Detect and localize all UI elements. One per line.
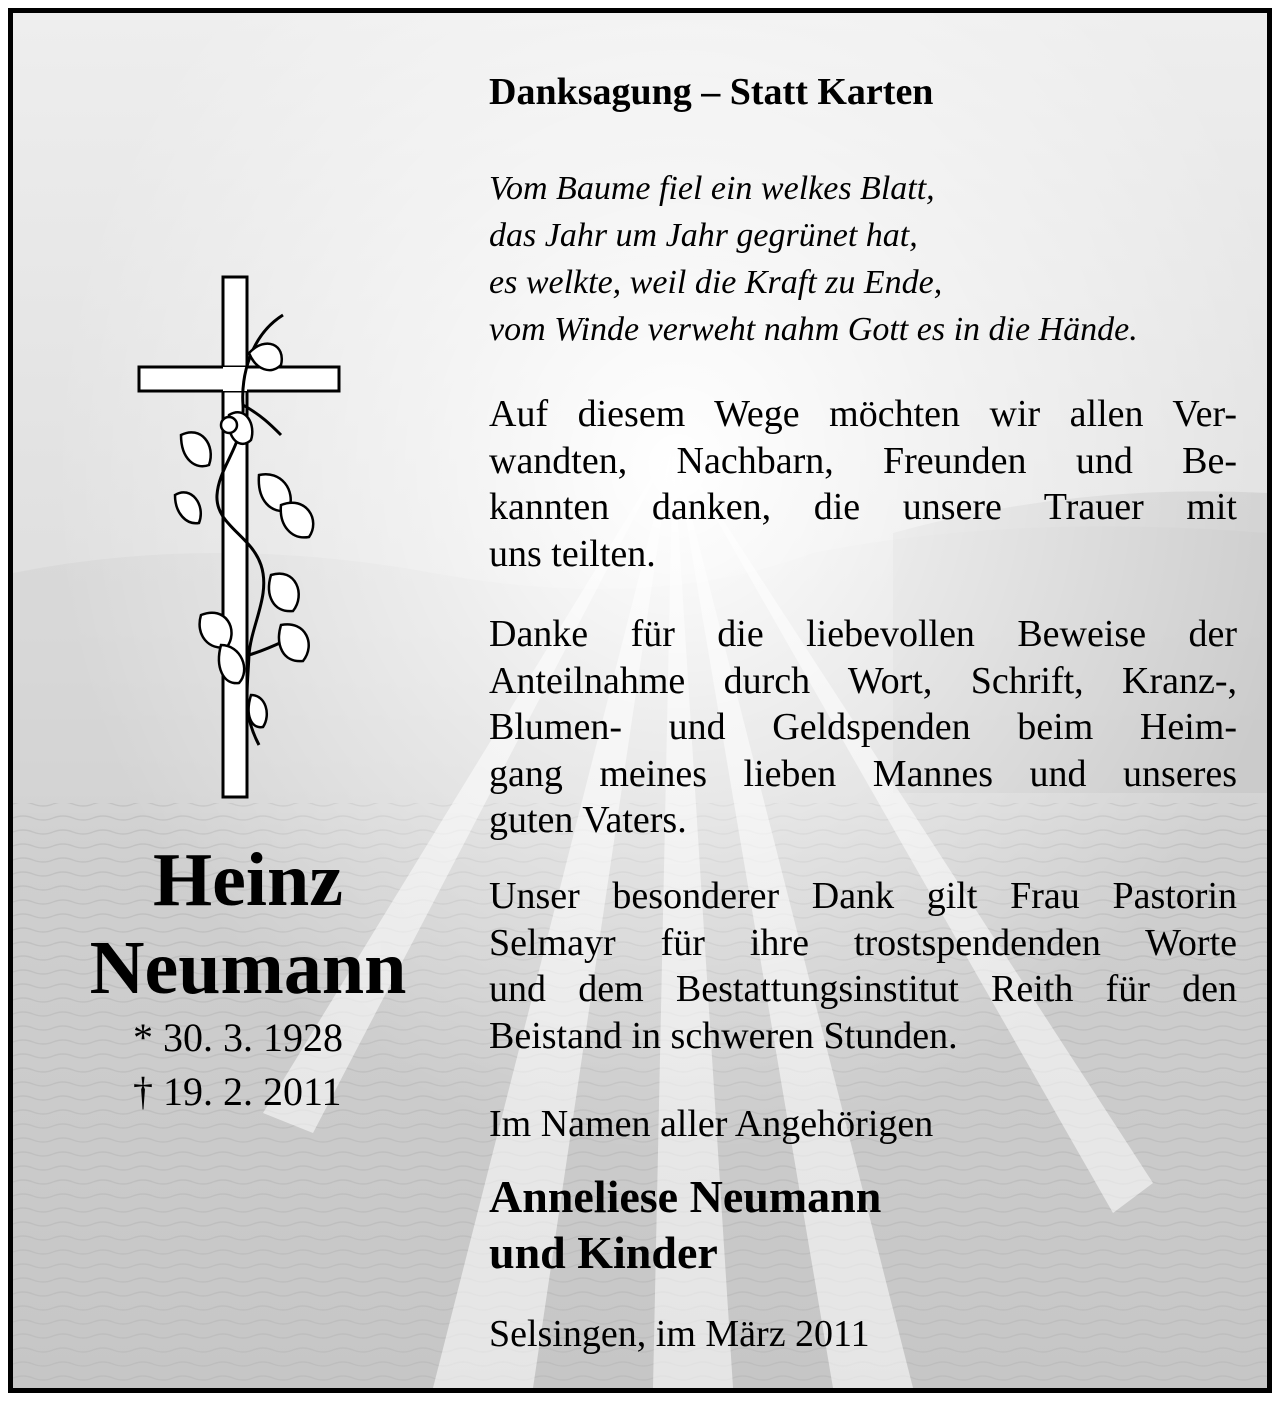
right-column [489,13,1237,1388]
place-and-date: Selsingen, im März 2011 [489,1313,870,1355]
poem-line: das Jahr um Jahr gegrünet hat, [489,217,918,254]
thanks-paragraph-1 [489,391,1237,577]
poem [489,165,1138,353]
poem-line: vom Winde verweht nahm Gott es in die Hände. [489,311,1138,348]
paragraph-line: uns teilten. [489,532,656,575]
paragraph-line: Auf diesem Wege möchten wir allen Ver- [489,393,1237,435]
paragraph-line: Blumen- und Geldspenden beim Heim- [489,706,1237,748]
paragraph-line: Beistand in schweren Stunden. [489,1014,958,1057]
paragraph-line: gang meines lieben Mannes und unseres [489,752,1237,795]
signer-name: Anneliese Neumann [489,1171,882,1222]
poem-line: Vom Baume fiel ein welkes Blatt, [489,170,935,207]
paragraph-line: kannten danken, die unsere Trauer mit [489,486,1237,528]
paragraph-line: Unser besonderer Dank gilt Frau Pastorin [489,875,1237,917]
closing-line: Im Namen aller Angehörigen [489,1103,934,1145]
signer-family: und Kinder [489,1227,718,1278]
poem-line: es welkte, weil die Kraft zu Ende, [489,264,943,301]
paragraph-line: Danke für die liebevollen Beweise der [489,613,1237,655]
paragraph-line: Selmayr für ihre trostspendenden Worte [489,921,1237,964]
thanks-paragraph-2 [489,611,1237,844]
thanks-paragraph-3 [489,873,1237,1059]
signer [489,1169,881,1281]
paragraph-line: guten Vaters. [489,799,687,841]
paragraph-line: und dem Bestattungsinstitut Reith für den [489,968,1237,1010]
deceased-first-name: Heinz [153,838,343,922]
deceased-last-name: Neumann [89,926,407,1010]
notice-heading: Danksagung – Statt Karten [489,71,934,113]
obituary-notice [8,8,1272,1393]
birth-date: * 30. 3. 1928 [133,1015,343,1060]
death-date: † 19. 2. 2011 [133,1069,342,1114]
paragraph-line: wandten, Nachbarn, Freunden und Be- [489,439,1237,482]
cross-with-rose-icon [131,275,361,801]
left-column [13,13,483,1388]
paragraph-line: Anteilnahme durch Wort, Schrift, Kranz-, [489,659,1237,702]
